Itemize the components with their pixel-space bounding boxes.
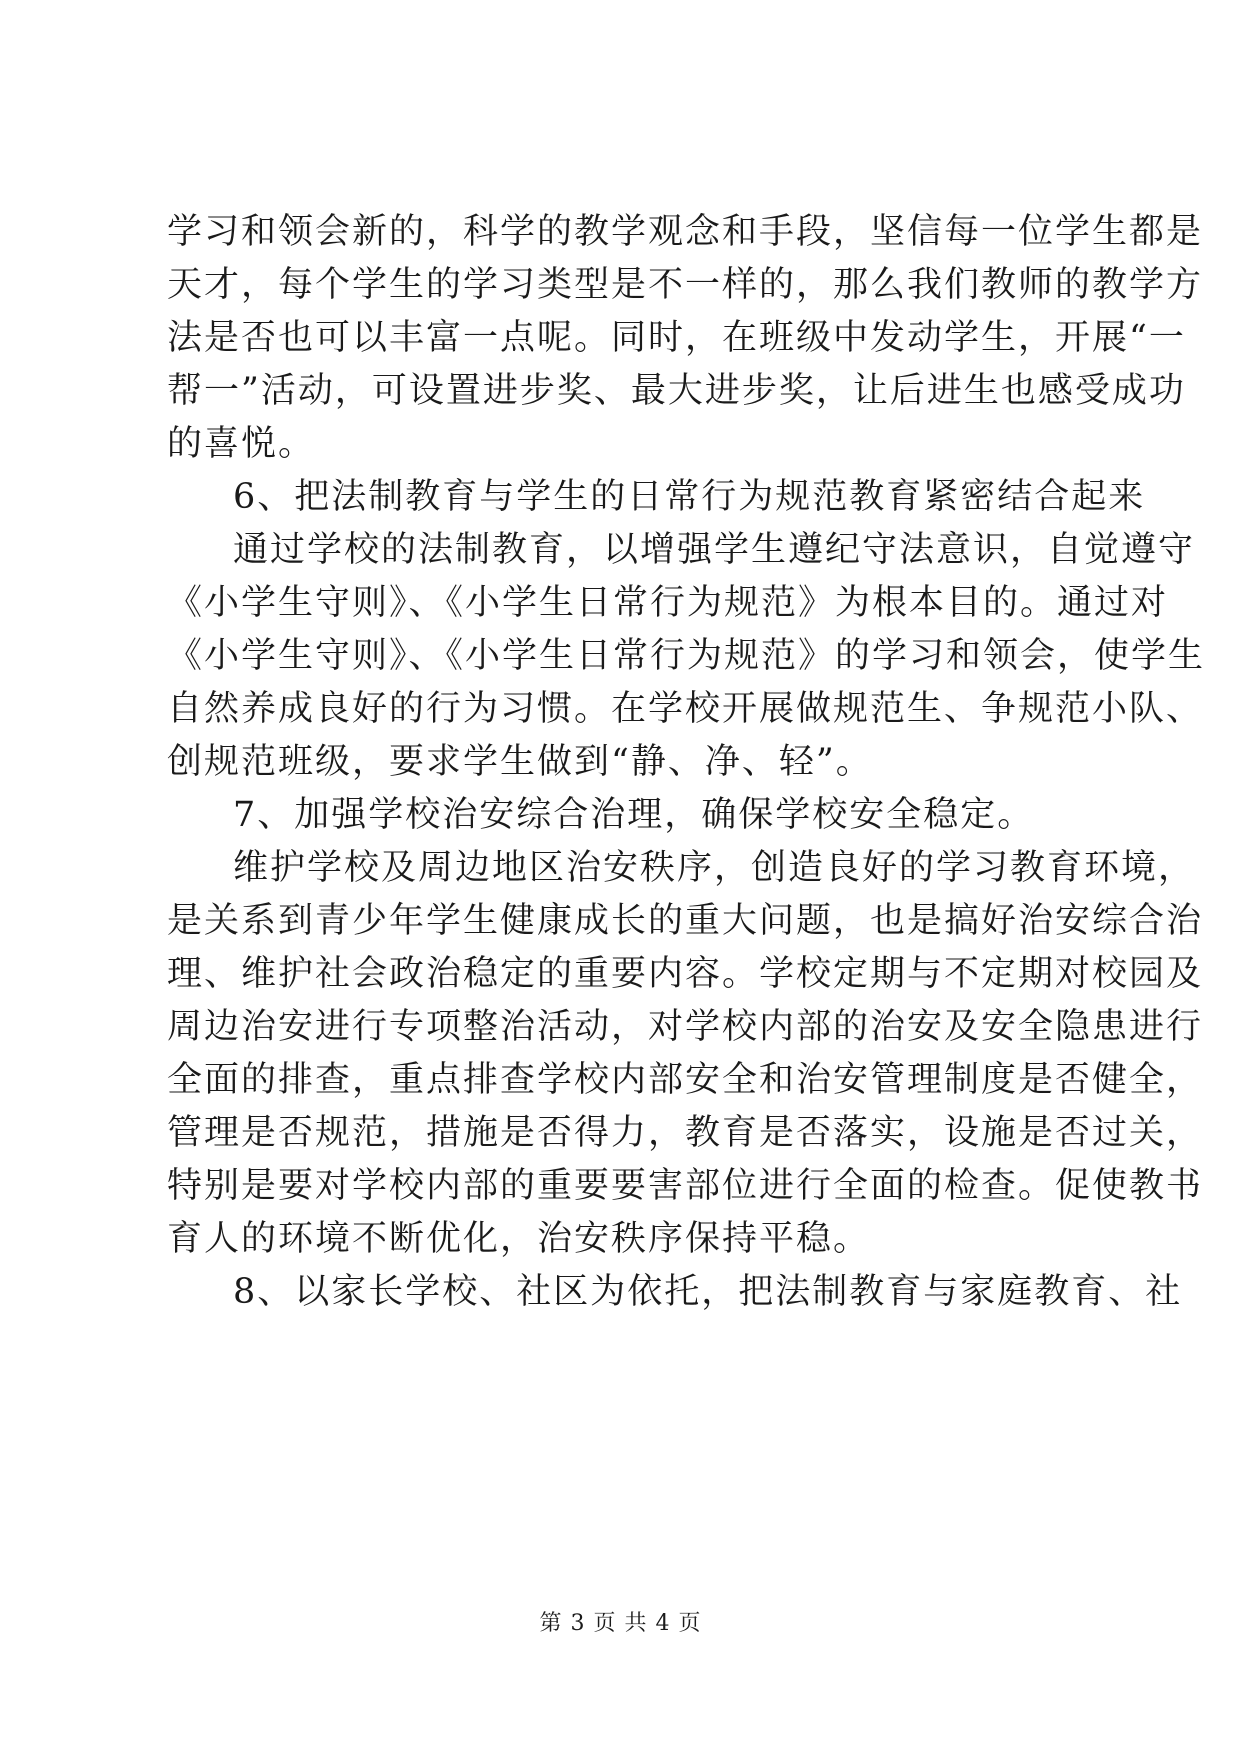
text-line: 的喜悦。 (167, 424, 316, 464)
text-line: 特别是要对学校内部的重要要害部位进行全面的检查。促使教书 (167, 1166, 1204, 1206)
text-line: 理、维护社会政治稳定的重要内容。学校定期与不定期对校园及 (167, 954, 1204, 994)
text-line: 法是否也可以丰富一点呢。同时，在班级中发动学生，开展“一 (167, 318, 1186, 358)
text-line: 通过学校的法制教育，以增强学生遵纪守法意识，自觉遵守 (233, 530, 1196, 570)
text-line: 维护学校及周边地区治安秩序，创造良好的学习教育环境， (233, 848, 1196, 888)
text-line: 《小学生守则》、《小学生日常行为规范》的学习和领会，使学生 (167, 636, 1206, 676)
text-line: 自然养成良好的行为习惯。在学校开展做规范生、争规范小队、 (167, 689, 1204, 729)
text-line: 天才，每个学生的学习类型是不一样的，那么我们教师的教学方 (167, 265, 1204, 305)
text-line: 《小学生守则》、《小学生日常行为规范》为根本目的。通过对 (167, 583, 1169, 623)
page-number-footer: 第 3 页 共 4 页 (539, 1611, 702, 1636)
text-line: 管理是否规范，措施是否得力，教育是否落实，设施是否过关， (167, 1113, 1204, 1153)
text-line: 创规范班级，要求学生做到“静、净、轻”。 (167, 742, 873, 782)
text-line: 是关系到青少年学生健康成长的重大问题，也是搞好治安综合治 (167, 901, 1204, 941)
section-heading: 8、以家长学校、社区为依托，把法制教育与家庭教育、社 (233, 1272, 1183, 1312)
text-line: 全面的排查，重点排查学校内部安全和治安管理制度是否健全， (167, 1060, 1204, 1100)
section-heading: 7、加强学校治安综合治理，确保学校安全稳定。 (233, 795, 1035, 835)
text-line: 学习和领会新的，科学的教学观念和手段，坚信每一位学生都是 (167, 212, 1204, 252)
text-line: 周边治安进行专项整治活动，对学校内部的治安及安全隐患进行 (167, 1007, 1204, 1047)
section-heading: 6、把法制教育与学生的日常行为规范教育紧密结合起来 (233, 477, 1146, 517)
text-line: 帮一”活动，可设置进步奖、最大进步奖，让后进生也感受成功 (167, 371, 1186, 411)
text-line: 育人的环境不断优化，治安秩序保持平稳。 (167, 1219, 871, 1259)
